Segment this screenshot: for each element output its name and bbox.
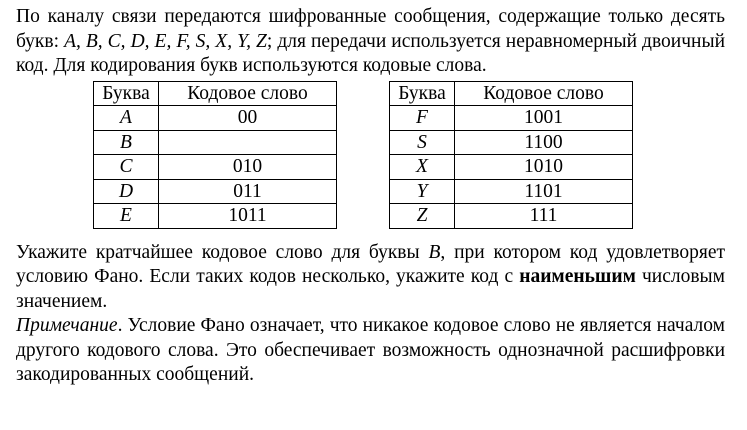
cell-code: 1100 — [455, 130, 633, 155]
cell-code: 011 — [159, 179, 337, 204]
cell-code: 111 — [455, 204, 633, 229]
question-emphasis: наименьшим — [519, 266, 636, 287]
cell-letter: Z — [390, 204, 455, 229]
table-row — [390, 130, 633, 155]
table-row — [94, 130, 337, 155]
cell-code: 1011 — [159, 204, 337, 229]
intro-line-2-start: десять букв: — [16, 6, 725, 52]
header-code: Кодовое слово — [455, 81, 633, 106]
question-text-1: Укажите кратчайшее кодовое слово для буквы — [16, 241, 429, 263]
question-text-2: , при котором код удовлетворяет условию Фано. Если таких кодов несколько, укажите код с — [16, 241, 726, 287]
table-header-row — [390, 81, 633, 106]
note-label: Примечание — [16, 315, 118, 336]
table-row — [94, 204, 337, 229]
table-header-row — [94, 81, 337, 106]
table-row — [390, 106, 633, 131]
table-row — [94, 155, 337, 180]
cell-code — [159, 130, 337, 155]
table-row — [94, 179, 337, 204]
header-letter: Буква — [390, 81, 455, 106]
intro-line-4: кодовые слова. — [362, 55, 487, 76]
code-tables — [16, 81, 725, 236]
question-text-3: числовым значением. — [16, 266, 726, 312]
cell-letter: Y — [390, 179, 455, 204]
cell-code: 1001 — [455, 106, 633, 131]
table-row — [390, 179, 633, 204]
intro-line-3: неравномерный двоичный код. Для кодирования букв используются — [16, 30, 726, 76]
table-row — [390, 155, 633, 180]
cell-letter: D — [94, 179, 159, 204]
cell-letter: A — [94, 106, 159, 131]
question-letter: B — [428, 241, 441, 263]
intro-line-2-end: ; для передачи используется — [266, 30, 501, 52]
cell-letter: B — [94, 130, 159, 155]
intro-line-1: По каналу связи передаются шифрованные сообщения, содержащие только — [16, 6, 664, 27]
cell-code: 00 — [159, 106, 337, 131]
code-table-left — [93, 81, 337, 229]
note-paragraph — [16, 314, 725, 388]
cell-letter: C — [94, 155, 159, 180]
cell-code: 010 — [159, 155, 337, 180]
header-code: Кодовое слово — [159, 81, 337, 106]
cell-code: 1101 — [455, 179, 633, 204]
cell-letter: F — [390, 106, 455, 131]
cell-letter: E — [94, 204, 159, 229]
cell-letter: S — [390, 130, 455, 155]
table-row — [94, 106, 337, 131]
question-paragraph — [16, 241, 725, 315]
note-text: . Условие Фано означает, что никакое кодовое слово не является началом другого кодового слова. Это обеспечивает возможность однозначной расшифровки закодированных сообщений. — [16, 315, 725, 385]
table-row — [390, 204, 633, 229]
cell-letter: X — [390, 155, 455, 180]
intro-paragraph — [16, 5, 725, 79]
letters-list: A, B, C, D, E, F, S, X, Y, Z — [64, 30, 267, 52]
header-letter: Буква — [94, 81, 159, 106]
cell-code: 1010 — [455, 155, 633, 180]
code-table-right — [389, 81, 633, 229]
